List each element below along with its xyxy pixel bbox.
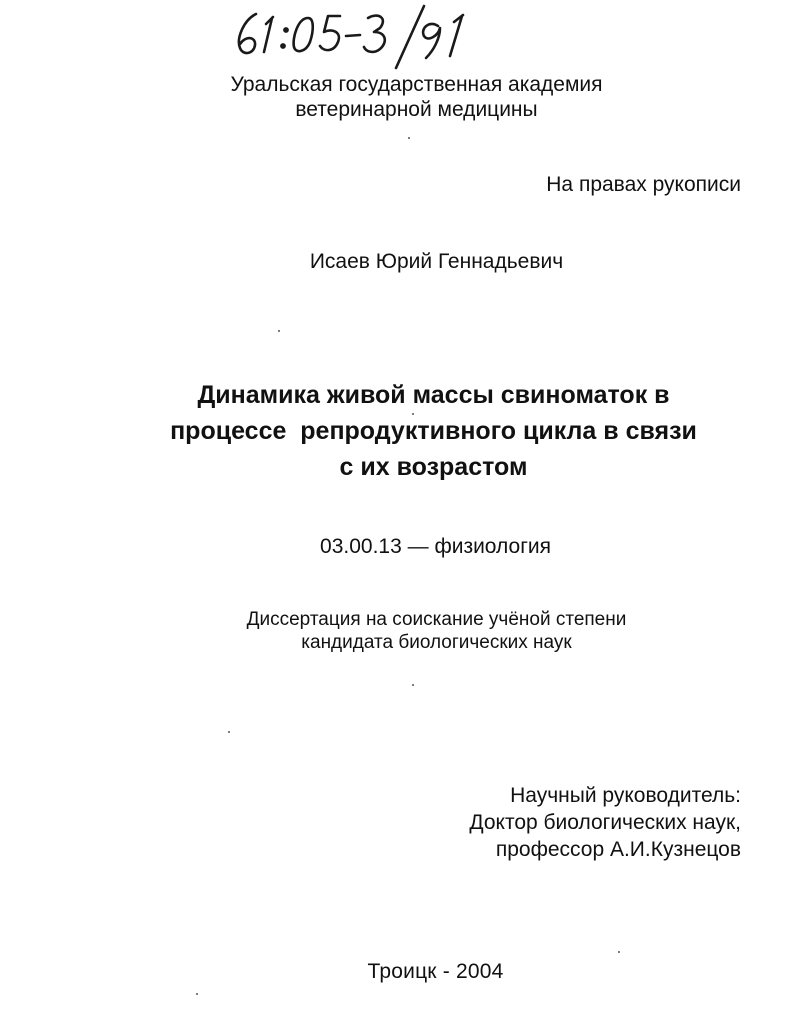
degree-statement: [0, 608, 793, 654]
dissertation-title: [0, 377, 793, 485]
handwritten-catalog-number: [228, 4, 488, 70]
degree-line-1: Диссертация на соискание учёной степени: [246, 609, 627, 630]
place-year: Троицк - 2004: [367, 960, 504, 983]
institution-name: [0, 72, 793, 122]
institution-line-1: Уральская государственная академия: [230, 73, 603, 96]
specialty-block: [0, 534, 793, 559]
author-name-block: [0, 249, 793, 274]
scan-speck: [618, 951, 620, 953]
title-line-3: с их возрастом: [339, 453, 528, 481]
scan-speck: [196, 993, 198, 995]
scan-speck: [278, 330, 280, 332]
scan-speck: [228, 731, 230, 733]
supervisor-degree: Доктор биологических наук,: [469, 811, 741, 834]
scan-speck: [412, 684, 414, 686]
supervisor-label: Научный руководитель:: [510, 784, 741, 807]
supervisor-block: [469, 782, 741, 863]
place-year-block: [0, 959, 793, 984]
title-line-1: Динамика живой массы свиноматок в: [197, 381, 670, 409]
degree-line-2: кандидата биологических наук: [301, 632, 572, 653]
institution-line-2: ветеринарной медицины: [295, 98, 538, 121]
title-line-2: процессе репродуктивного цикла в связи: [170, 417, 697, 445]
supervisor-name: профессор А.И.Кузнецов: [495, 838, 741, 861]
author-name: Исаев Юрий Геннадьевич: [309, 250, 564, 273]
rights-note: На правах рукописи: [546, 173, 741, 196]
handwritten-code-image: [228, 4, 488, 70]
specialty-code: 03.00.13 — физиология: [320, 535, 551, 558]
scan-speck: [412, 413, 414, 415]
scan-speck: [408, 137, 410, 139]
